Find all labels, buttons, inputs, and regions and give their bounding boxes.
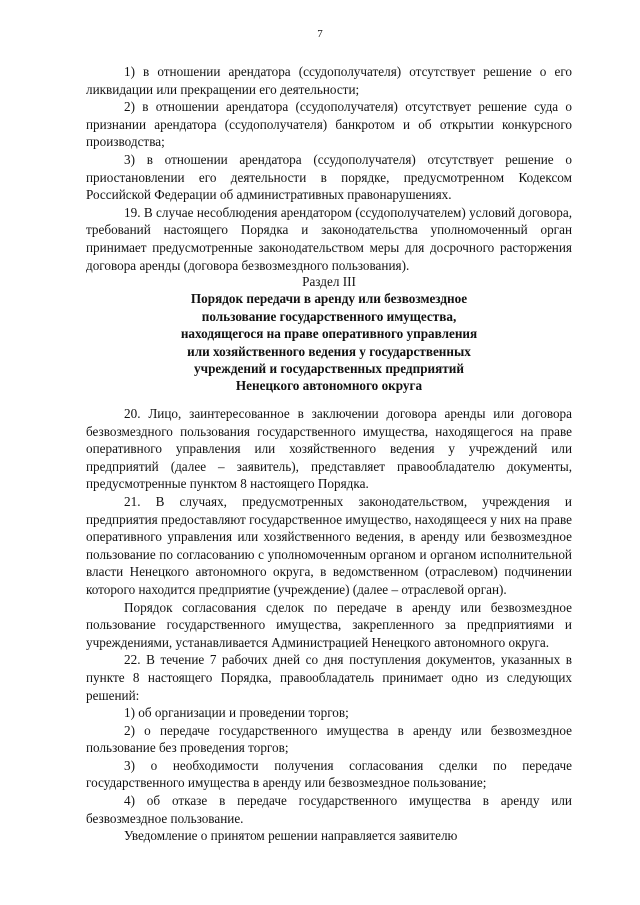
- page-number: 7: [317, 28, 323, 40]
- paragraph: 19. В случае несоблюдения арендатором (ссудополучателем) условий договора, требований настоящего Порядка и законодательства уполномоченный орган принимает предусмотренные законодательством меры для досрочного расторжения договора аренды (договора безвозмездного пользования).: [86, 204, 572, 273]
- paragraph: Уведомление о принятом решении направляется заявителю: [124, 828, 458, 844]
- paragraph: 2) в отношении арендатора (ссудополучателя) отсутствует решение суда о признании арендатора (ссудополучателя) банкротом и об открытии конкурсного производства;: [86, 99, 572, 150]
- paragraph: 20. Лицо, заинтересованное в заключении договора аренды или договора безвозмездного пользования государственного имущества, находящегося на праве оперативного управления или хозяйственного ведения у учреждений или предприятий (далее – заявитель), представляет правообладателю документы, предусмотренные пунктом 8 настоящего Порядка.: [86, 406, 572, 492]
- section-heading: [86, 273, 572, 395]
- section-label: Раздел III: [302, 274, 356, 289]
- top-paragraphs: [86, 63, 572, 274]
- paragraph: 1) в отношении арендатора (ссудополучателя) отсутствует решение о его ликвидации или прекращении его деятельности;: [86, 64, 572, 97]
- paragraph: 1) об организации и проведении торгов;: [124, 705, 349, 721]
- bottom-paragraphs: [86, 405, 572, 845]
- paragraph: 22. В течение 7 рабочих дней со дня поступления документов, указанных в пункте 8 настоящего Порядка, правообладатель принимает одно из следующих решений:: [86, 652, 572, 703]
- paragraph: 4) об отказе в передаче государственного имущества в аренду или безвозмездное пользование.: [86, 793, 572, 826]
- section-title: Порядок передачи в аренду или безвозмездное пользование государственного имущества, находящегося на праве оперативного управления или хозяйственного ведения у государственных учреждений и государственных предприятий Ненецкого автономного округа: [180, 291, 478, 394]
- paragraph: 3) в отношении арендатора (ссудополучателя) отсутствует решение о приостановлении его деятельности в порядке, предусмотренном Кодексом Российской Федерации об административных правонарушениях.: [86, 151, 572, 203]
- paragraph: 21. В случаях, предусмотренных законодательством, учреждения и предприятия предоставляют государственное имущество, находящееся у них на праве оперативного управления или хозяйственного ведения, в аренду или безвозмездное пользование по согласованию с уполномоченным органом и органом исполнительной власти Ненецкого автономного округа, в ведомственном (отраслевом) подчинении которого находится предприятие (учреждение) (далее – отраслевой орган).: [86, 493, 572, 597]
- paragraph: 2) о передаче государственного имущества в аренду или безвозмездное пользование без проведения торгов;: [86, 722, 572, 756]
- paragraph: 3) о необходимости получения согласования сделки по передаче государственного имущества в аренду или безвозмездное пользование;: [86, 757, 572, 791]
- paragraph: Порядок согласования сделок по передаче в аренду или безвозмездное пользование государственного имущества, закрепленного за предприятиями и учреждениями, устанавливается Администрацией Ненецкого автономного округа.: [86, 599, 572, 650]
